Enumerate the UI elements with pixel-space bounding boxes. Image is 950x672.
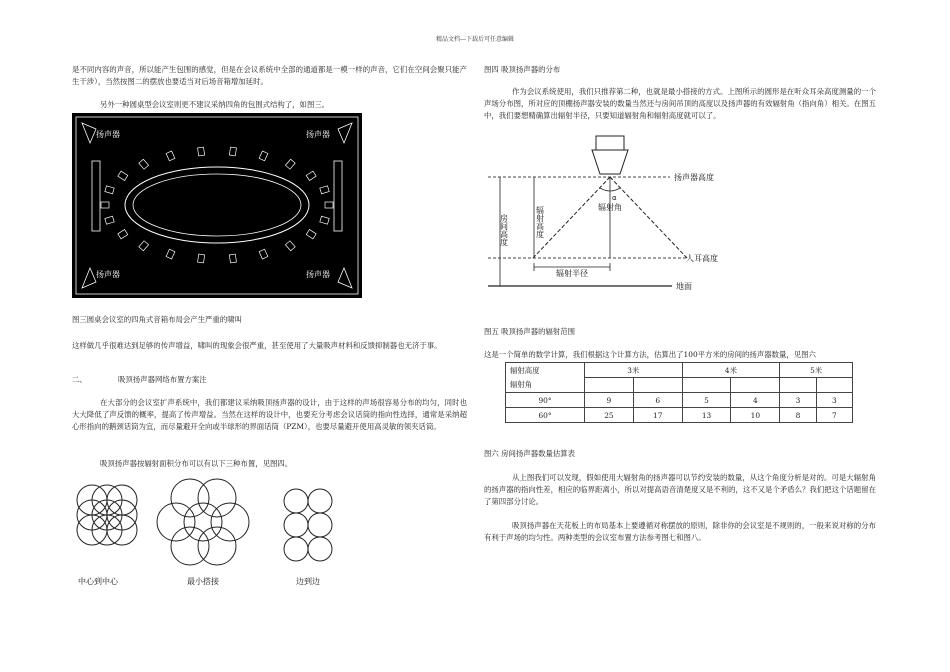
label-radiation-radius: 辐射半径 [556, 269, 588, 278]
right-paragraph-1: 作为会议系统使用，我们只推荐第二种，也就是最小搭接的方式。上图所示的圆形是在听众耳朵高度测量的一个声场分布图，所对应的顶棚扬声器安装的数量当然还与房间吊顶的高度以及扬声器的有效辐射角（指向角）相关。在图五中，我们要想精确算出辐射半径，只要知道辐射角和辐射高度就可以了。 [484, 87, 876, 120]
table-cell: 9 [585, 393, 634, 408]
left-paragraph-2: 另外一种圆桌型会议室则更不建议采纳四角的包围式结构了，如图三。 [100, 100, 330, 109]
label-floor: 地面 [676, 282, 692, 291]
figure-5-radiation [488, 134, 788, 302]
table-cell: 5 [682, 393, 731, 408]
right-paragraph-3: 从上图我们可以发现，假如使用大辐射角的扬声器可以节约安装的数量，从这个角度分析是对的。可是大辐射角的扬声器的指向性差，相应的临界距离小，所以对提高语音清楚度又是不利的，这不又是个矛盾么？我们把这个话题留在了第四部分讨论。 [484, 473, 876, 506]
figure-5-caption: 图五 吸顶扬声器的辐射范围 [484, 327, 576, 336]
table-row [506, 393, 853, 408]
table-cell: 13 [682, 408, 731, 423]
table-col-4m: 4米 [682, 363, 780, 378]
left-paragraph-3: 这样做几乎很难达到足够的传声增益，啸叫的现象会很严重，甚至使用了大量吸声材料和反馈抑制器也无济于事。 [72, 341, 442, 350]
page-header: 精品文档---下载后可任意编辑 [435, 36, 515, 43]
table-angle-60: 60° [506, 408, 585, 423]
table-col-3m: 3米 [585, 363, 683, 378]
table-row [506, 408, 853, 423]
speaker-label-tr: 扬声器 [306, 130, 330, 139]
label-ear-height: 人耳高度 [686, 254, 718, 263]
figure-6-caption: 图六 房间扬声器数量估算表 [484, 449, 576, 458]
figure-4-layouts [72, 474, 372, 594]
table-cell: 25 [585, 408, 634, 423]
table-head-angle: 辐射角 [506, 378, 585, 393]
layout-label-edge: 边到边 [296, 577, 320, 586]
ceiling-speaker-icon [596, 136, 624, 150]
figure-3-caption: 图三圆桌会议室的四角式音箱布局会产生严重的啸叫 [72, 315, 242, 324]
table-cell: 17 [633, 408, 682, 423]
label-radiation-height: 辐射高度 [535, 206, 545, 238]
speaker-label-br: 扬声器 [306, 270, 330, 279]
label-speaker-height: 扬声器高度 [674, 173, 714, 182]
table-cell: 6 [633, 393, 682, 408]
speaker-label-tl: 扬声器 [96, 130, 120, 139]
figure-4-caption: 图四 吸顶扬声器的分布 [484, 65, 561, 74]
table-cell: 3 [816, 393, 852, 408]
section-title: 吸顶扬声器网络布置方案注 [118, 375, 207, 384]
table-angle-90: 90° [506, 393, 585, 408]
table-cell: 8 [780, 408, 816, 423]
figure-3-round-table [72, 113, 362, 298]
left-paragraph-1: 是不同内容的声音，所以能产生包围的感觉，但是在会议系统中全部的通道都是一模一样的声音，它们在空间会聚只能产生干涉），当然按图二的摆放也要适当对后场音箱增加延时。 [72, 65, 467, 86]
table-head-height: 辐射高度 [506, 363, 585, 378]
speaker-label-bl: 扬声器 [96, 270, 120, 279]
speaker-count-table [505, 362, 853, 423]
label-radiation-angle: 辐射角 [598, 203, 622, 212]
table-col-5m: 5米 [780, 363, 853, 378]
table-cell: 10 [731, 408, 780, 423]
left-paragraph-5: 吸顶扬声器按辐射面积分布可以有以下三种布置，见图四。 [100, 459, 293, 468]
section-number: 二、 [72, 375, 87, 384]
left-paragraph-4: 在大部分的会议室扩声系统中，我们都建议采纳吸顶扬声器的设计，由于这样的声场很容易分布的均匀，同时也大大降低了声反馈的概率，提高了传声增益。当然在这样的设计中，也要充分考虑会议话筒的指向性选择，通常是采纳超心形指向的鹅颈话筒为宜，而尽量避开全向或半球形的界面话筒（PZM），也要尽量避开使用高灵敏的领夹话筒。 [72, 398, 467, 431]
table-cell: 3 [780, 393, 816, 408]
layout-label-min-overlap: 最小搭接 [187, 577, 219, 586]
right-paragraph-4: 吸顶扬声器在天花板上的布局基本上要遵循对称摆放的原则，除非你的会议室是不规则的，一般来说对称的分布有利于声场的均匀性。两种类型的会议室布置方法参考图七和图八。 [484, 521, 876, 542]
label-room-height: 房间高度 [499, 214, 509, 246]
table-cell: 7 [816, 408, 852, 423]
layout-label-center: 中心到中心 [78, 577, 118, 586]
label-alpha: α [612, 194, 617, 202]
table-cell: 4 [731, 393, 780, 408]
right-paragraph-2: 这是一个简单的数学计算，我们根据这个计算方法，估算出了100平方米的房间的扬声器数量，见图六 [484, 350, 816, 359]
